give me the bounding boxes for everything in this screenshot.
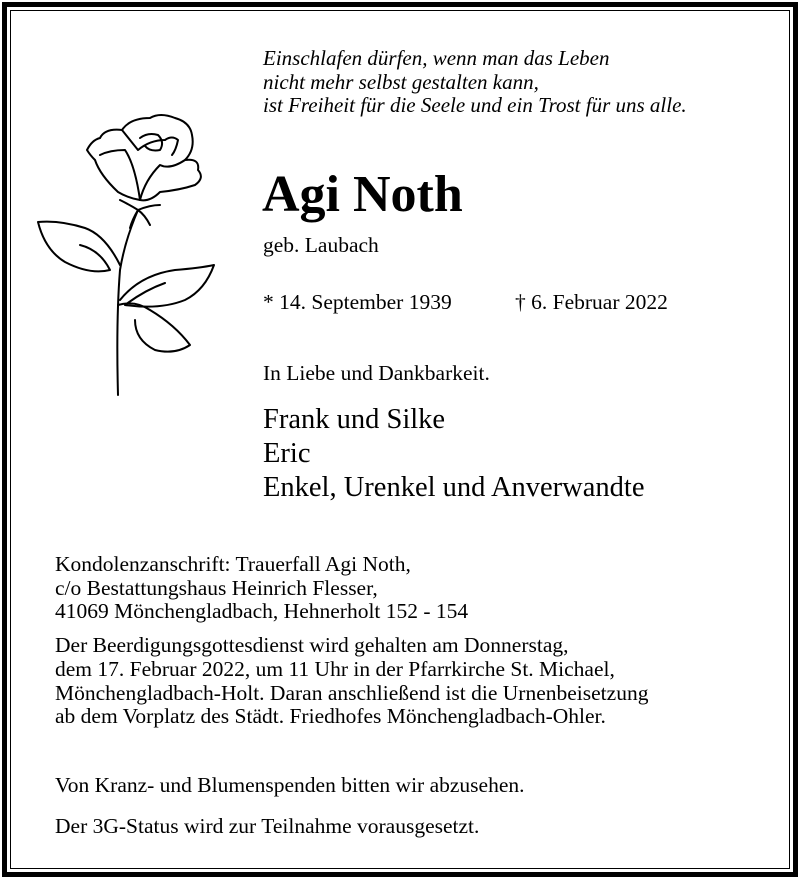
address-line: c/o Bestattungshaus Heinrich Flesser, bbox=[55, 575, 378, 600]
quote-line: ist Freiheit für die Seele und ein Trost für uns alle. bbox=[263, 93, 687, 117]
funeral-line: Der Beerdigungsgottesdienst wird gehalten am Donnerstag, bbox=[55, 633, 569, 657]
address-line: Kondolenzanschrift: Trauerfall Agi Noth, bbox=[55, 552, 411, 576]
address-line: 41069 Mönchengladbach, Hehnerholt 152 - 154 bbox=[55, 599, 469, 623]
death-date: † 6. Februar 2022 bbox=[515, 290, 668, 314]
dedication: In Liebe und Dankbarkeit. bbox=[263, 361, 490, 385]
quote-line: Einschlafen dürfen, wenn man das Leben bbox=[263, 46, 610, 70]
birth-name: geb. Laubach bbox=[263, 233, 379, 257]
flowers-note: Von Kranz- und Blumenspenden bitten wir abzusehen. bbox=[55, 773, 525, 797]
covid-note: Der 3G-Status wird zur Teilnahme vorausgesetzt. bbox=[55, 814, 480, 838]
rose-illustration bbox=[30, 110, 220, 400]
funeral-line: ab dem Vorplatz des Städt. Friedhofes Mönchengladbach-Ohler. bbox=[55, 704, 606, 729]
quote-line: nicht mehr selbst gestalten kann, bbox=[263, 69, 539, 94]
funeral-info bbox=[55, 634, 648, 729]
family-member: Enkel, Urenkel und Anverwandte bbox=[263, 472, 645, 503]
family-member: Eric bbox=[263, 438, 311, 469]
family-list bbox=[263, 403, 644, 505]
birth-date: * 14. September 1939 bbox=[263, 290, 452, 314]
funeral-line: Mönchengladbach-Holt. Daran anschließend ist die Urnenbeisetzung bbox=[55, 680, 649, 705]
quote bbox=[263, 47, 687, 118]
deceased-name: Agi Noth bbox=[262, 166, 463, 223]
funeral-line: dem 17. Februar 2022, um 11 Uhr in der Pfarrkirche St. Michael, bbox=[55, 656, 615, 681]
condolence-address bbox=[55, 553, 468, 624]
family-member: Frank und Silke bbox=[263, 404, 446, 435]
